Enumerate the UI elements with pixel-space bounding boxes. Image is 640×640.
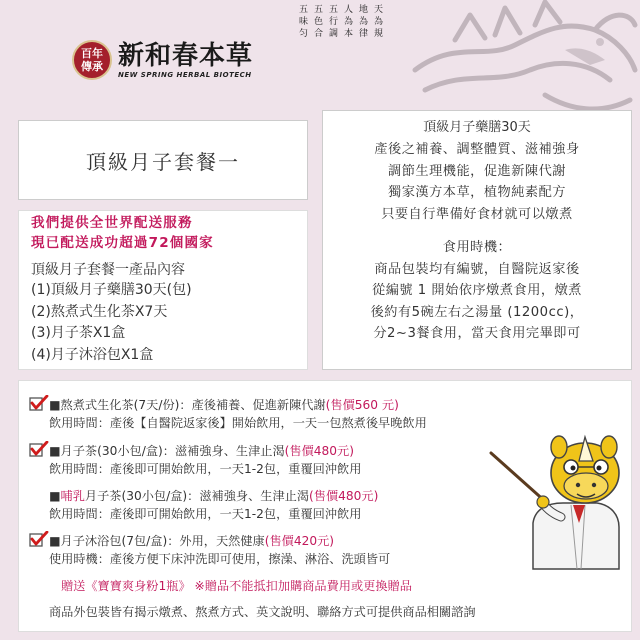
- package-footnote: 商品外包裝皆有揭示燉煮、熬煮方式、英文說明、聯絡方式可提供商品相關諮詢: [49, 605, 476, 619]
- poem-column: 天為規: [372, 4, 382, 40]
- poem-column: 五色合: [312, 4, 322, 40]
- contents-item: (3)月子茶X1盒: [31, 325, 126, 341]
- product-name: ■月子茶(30小包/盒)：滋補強身、生津止渴: [49, 444, 285, 458]
- product-price: (售價420元): [264, 534, 335, 548]
- brand-seal: 百年傳承: [72, 40, 112, 80]
- package-title-box: [18, 120, 308, 200]
- contents-item: (1)頂級月子藥膳30天(包): [31, 282, 192, 298]
- product-price: (售價480元): [309, 489, 379, 503]
- checkmark-icon: [29, 441, 49, 457]
- product-price: (售價560 元): [325, 398, 399, 412]
- description-heading: 頂級月子藥膳30天: [423, 120, 531, 135]
- shipping-notice: 我們提供全世界配送服務: [31, 215, 193, 231]
- contents-item: (2)熬煮式生化茶X7天: [31, 303, 168, 320]
- products-box: [18, 380, 632, 632]
- product-row: [49, 533, 334, 550]
- poem-verses: [296, 4, 382, 108]
- product-row: [49, 443, 354, 460]
- gift-notice: 贈送《寶寶爽身粉1瓶》 ※贈品不能抵扣加購商品費用或更換贈品: [61, 579, 412, 593]
- description-line: 調節生理機能，促進新陳代謝: [388, 163, 566, 179]
- product-usage: 飲用時間：產後【自醫院返家後】開始飲用，一天一包熬煮後早晚飲用: [49, 416, 427, 430]
- checkmark-icon: [29, 531, 49, 547]
- product-usage: 飲用時間：產後即可開始飲用，一天1-2包，重覆回沖飲用: [49, 507, 362, 521]
- package-title: 頂級月子套餐一: [86, 149, 240, 174]
- checkmark-icon: [29, 395, 49, 411]
- description-line: 產後之補養、調整體質、滋補強身: [374, 142, 580, 157]
- product-usage: 使用時機：產後方便下床沖洗即可使用，擦澡、淋浴、洗頭皆可: [49, 552, 391, 566]
- product-name: ■月子沐浴包(7包/盒)：外用，天然健康: [49, 534, 265, 548]
- product-name-highlight: 哺乳: [60, 489, 85, 503]
- brand-text: [118, 41, 253, 79]
- usage-line: 後約有5碗左右之湯量 (1200cc)，: [370, 304, 584, 320]
- product-name: ■熬煮式生化茶(7天/份)：產後補養、促進新陳代謝: [49, 398, 326, 412]
- rhino-mascot-icon: [485, 431, 633, 571]
- package-contents-box: [18, 210, 308, 370]
- brand-logo: [72, 36, 253, 84]
- description-box: [322, 110, 632, 370]
- poem-column: 地為律: [357, 4, 367, 40]
- brand-name-cn: 新和春本草: [118, 41, 254, 71]
- poem-column: 五行調: [327, 4, 337, 40]
- shipping-countries: 現已配送成功超過72個國家: [31, 235, 214, 251]
- product-usage: 飲用時間：產後即可開始飲用，一天1-2包，重覆回沖飲用: [49, 462, 362, 476]
- description-line: 獨家漢方本草，植物純素配方: [388, 185, 566, 200]
- contents-item: (4)月子沐浴包X1盒: [31, 346, 154, 363]
- product-name: 月子茶(30小包/盒)：滋補強身、生津止渴: [84, 489, 310, 503]
- usage-line: 分2~3餐食用，當天食用完畢即可: [373, 326, 581, 341]
- header: [0, 0, 640, 108]
- contents-title: 頂級月子套餐一產品內容: [31, 262, 185, 278]
- usage-heading: 食用時機：: [442, 240, 512, 255]
- brand-name-en: NEW SPRING HERBAL BIOTECH: [118, 71, 252, 79]
- product-row: [49, 488, 378, 505]
- poem-column: 人為本: [342, 4, 352, 40]
- product-row: [49, 397, 399, 414]
- product-price: (售價480元): [284, 444, 354, 458]
- poem-column: 五味匀: [297, 4, 307, 40]
- usage-line: 從編號 1 開始依序燉煮食用，燉煮: [372, 283, 582, 298]
- description-line: 只要自行準備好食材就可以燉煮: [381, 206, 573, 222]
- product-bullet: ■: [49, 489, 61, 503]
- usage-line: 商品包裝均有編號，自醫院返家後: [374, 261, 580, 277]
